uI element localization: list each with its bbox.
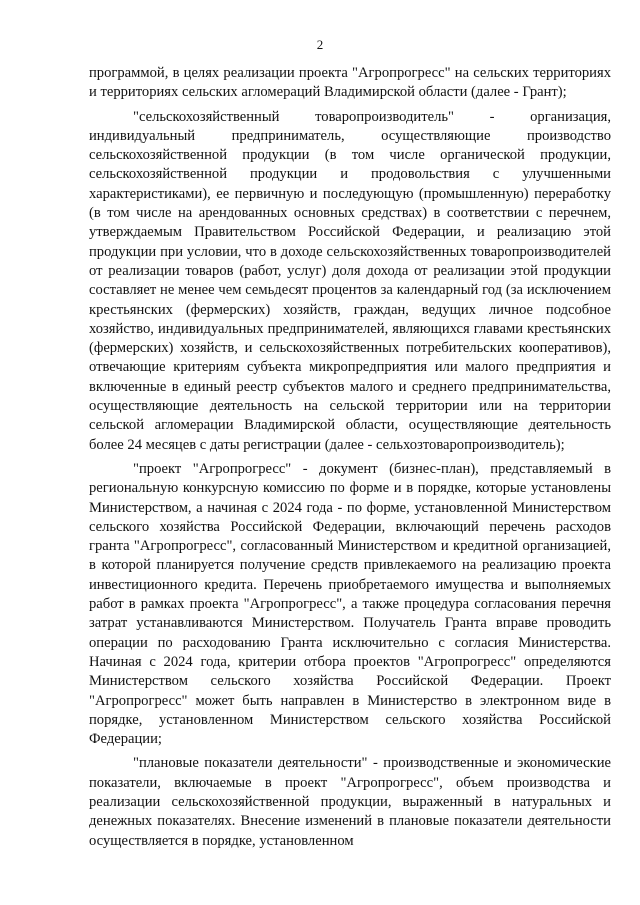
page-number: 2 bbox=[316, 37, 324, 52]
paragraph-indicators-definition: "плановые показатели деятельности" - производственные и экономические показатели, включаемые в проект "Агропрогресс", объем производства и реализации сельскохозяйственной продукции, выраженный в натуральных и денежных показателях. Внесение изменений в плановые показатели деятельности осуществляется в порядке, установленном bbox=[89, 755, 611, 849]
paragraph-project-definition: "проект "Агропрогресс" - документ (бизнес-план), представляемый в региональную конкурсную комиссию по форме и в порядке, которые установлены Министерством, а начиная с 2024 года - по форме, установленной Министерством сельского хозяйства Российской Федерации, включающий перечень расходов гранта "Агропрогресс", согласованный Министерством и кредитной организацией, в которой планируется получение средств привлекаемого на реализацию проекта инвестиционного кредита. Перечень приобретаемого имущества и выполняемых работ в рамках проекта "Агропрогресс", а также процедура согласования перечня затрат устанавливаются Министерством. Получатель Гранта вправе проводить операции по расходованию Гранта исключительно с согласия Министерства. Начиная с 2024 года, критерии отбора проектов "Агропрогресс" определяются Министерством сельского хозяйства Российской Федерации. Проект "Агропрогресс" может быть направлен в Министерство в электронном виде в порядке, установленном Министерством сельского хозяйства Российской Федерации; bbox=[89, 460, 611, 748]
paragraph-grant-definition-end: программой, в целях реализации проекта "Агропрогресс" на сельских территориях и территориях сельских агломераций Владимирской области (далее - Грант); bbox=[89, 65, 611, 101]
paragraph-producer-definition: "сельскохозяйственный товаропроизводитель" - организация, индивидуальный предприниматель, осуществляющие производство сельскохозяйственной продукции (в том числе органической продукции, сельскохозяйственной продукции и продовольствия с улучшенными характеристиками), ее первичную и последующую (промышленную) переработку (в том числе на арендованных основных средствах) в соответствии с перечнем, утверждаемым Правительством Российской Федерации, и реализацию этой продукции при условии, что в доходе сельскохозяйственных товаропроизводителей от реализации товаров (работ, услуг) доля дохода от реализации этой продукции составляет не менее чем семьдесят процентов за календарный год (за исключением крестьянских (фермерских) хозяйств, граждан, ведущих личное подсобное хозяйство, индивидуальных предпринимателей, являющихся главами крестьянских (фермерских) хозяйств, и сельскохозяйственных потребительских кооперативов), отвечающие критериям субъекта микропредприятия или малого предприятия и включенные в единый реестр субъектов малого и среднего предпринимательства, осуществляющие деятельность на сельской территории или на территории сельской агломерации Владимирской области, осуществляющие деятельность более 24 месяцев с даты регистрации (далее - сельхозтоваропроизводитель); bbox=[89, 108, 611, 453]
document-body bbox=[89, 64, 611, 851]
